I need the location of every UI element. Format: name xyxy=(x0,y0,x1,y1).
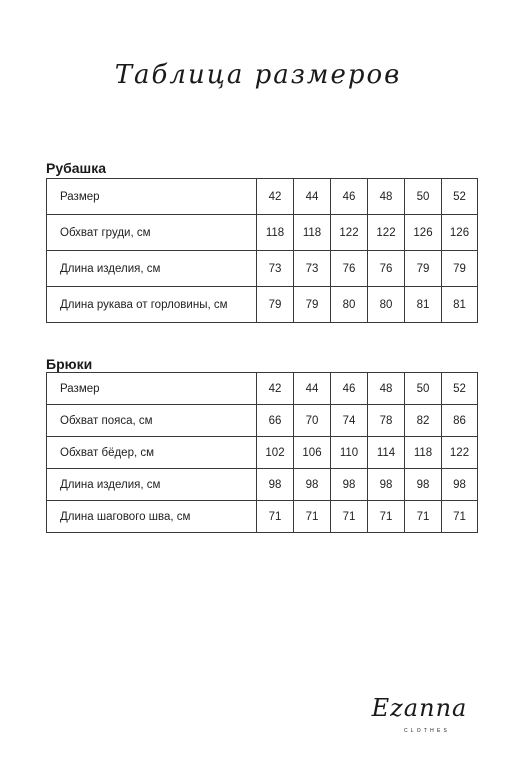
table-cell: 76 xyxy=(368,251,405,287)
row-label: Длина изделия, см xyxy=(47,469,257,501)
table-row xyxy=(47,287,478,323)
table-cell: 44 xyxy=(294,373,331,405)
table-cell: 114 xyxy=(368,437,405,469)
table-cell: 52 xyxy=(442,373,478,405)
table-cell: 122 xyxy=(442,437,478,469)
table-cell: 122 xyxy=(368,215,405,251)
table-cell: 46 xyxy=(331,373,368,405)
row-label: Размер xyxy=(47,373,257,405)
table-cell: 118 xyxy=(405,437,442,469)
table-cell: 71 xyxy=(257,501,294,533)
table-cell: 42 xyxy=(257,373,294,405)
table-cell: 98 xyxy=(405,469,442,501)
brand-logo xyxy=(352,688,487,744)
table-cell: 71 xyxy=(294,501,331,533)
table-cell: 81 xyxy=(405,287,442,323)
table-cell: 126 xyxy=(442,215,478,251)
table-cell: 71 xyxy=(331,501,368,533)
table-cell: 70 xyxy=(294,405,331,437)
table-row xyxy=(47,437,478,469)
table-cell: 66 xyxy=(257,405,294,437)
row-label: Обхват пояса, см xyxy=(47,405,257,437)
table-cell: 98 xyxy=(368,469,405,501)
table-cell: 79 xyxy=(405,251,442,287)
table-cell: 79 xyxy=(257,287,294,323)
table-cell: 126 xyxy=(405,215,442,251)
size-table-shirt xyxy=(46,178,478,323)
table-cell: 76 xyxy=(331,251,368,287)
table-cell: 52 xyxy=(442,179,478,215)
row-label: Длина рукава от горловины, см xyxy=(47,287,257,323)
table-cell: 48 xyxy=(368,179,405,215)
table-row xyxy=(47,469,478,501)
table-cell: 98 xyxy=(257,469,294,501)
table-cell: 78 xyxy=(368,405,405,437)
table-cell: 71 xyxy=(405,501,442,533)
row-label: Обхват бёдер, см xyxy=(47,437,257,469)
row-label: Длина изделия, см xyxy=(47,251,257,287)
table-cell: 82 xyxy=(405,405,442,437)
table-cell: 79 xyxy=(442,251,478,287)
table-cell: 44 xyxy=(294,179,331,215)
table-row xyxy=(47,251,478,287)
table-row xyxy=(47,405,478,437)
table-row xyxy=(47,501,478,533)
table-cell: 110 xyxy=(331,437,368,469)
brand-tagline: CLOTHES xyxy=(404,728,451,734)
table-cell: 80 xyxy=(368,287,405,323)
table-cell: 80 xyxy=(331,287,368,323)
row-label: Обхват груди, см xyxy=(47,215,257,251)
page-title-text: Таблица размеров xyxy=(114,60,402,90)
table-cell: 74 xyxy=(331,405,368,437)
table-cell: 98 xyxy=(331,469,368,501)
table-cell: 118 xyxy=(257,215,294,251)
table-cell: 73 xyxy=(294,251,331,287)
brand-name: Ezanna xyxy=(371,694,468,722)
table-cell: 50 xyxy=(405,179,442,215)
page-title xyxy=(0,28,516,108)
table-cell: 98 xyxy=(442,469,478,501)
table-cell: 71 xyxy=(368,501,405,533)
table-cell: 102 xyxy=(257,437,294,469)
table-cell: 46 xyxy=(331,179,368,215)
row-label: Длина шагового шва, см xyxy=(47,501,257,533)
table-row xyxy=(47,215,478,251)
table-cell: 79 xyxy=(294,287,331,323)
table-cell: 71 xyxy=(442,501,478,533)
table-cell: 86 xyxy=(442,405,478,437)
table-cell: 42 xyxy=(257,179,294,215)
table-row xyxy=(47,179,478,215)
section-title-pants: Брюки xyxy=(46,356,93,372)
table-cell: 122 xyxy=(331,215,368,251)
table-cell: 118 xyxy=(294,215,331,251)
row-label: Размер xyxy=(47,179,257,215)
table-cell: 98 xyxy=(294,469,331,501)
section-title-shirt: Рубашка xyxy=(46,160,107,176)
table-cell: 81 xyxy=(442,287,478,323)
table-cell: 73 xyxy=(257,251,294,287)
table-cell: 48 xyxy=(368,373,405,405)
size-table-pants xyxy=(46,372,478,533)
table-row xyxy=(47,373,478,405)
table-cell: 106 xyxy=(294,437,331,469)
table-cell: 50 xyxy=(405,373,442,405)
